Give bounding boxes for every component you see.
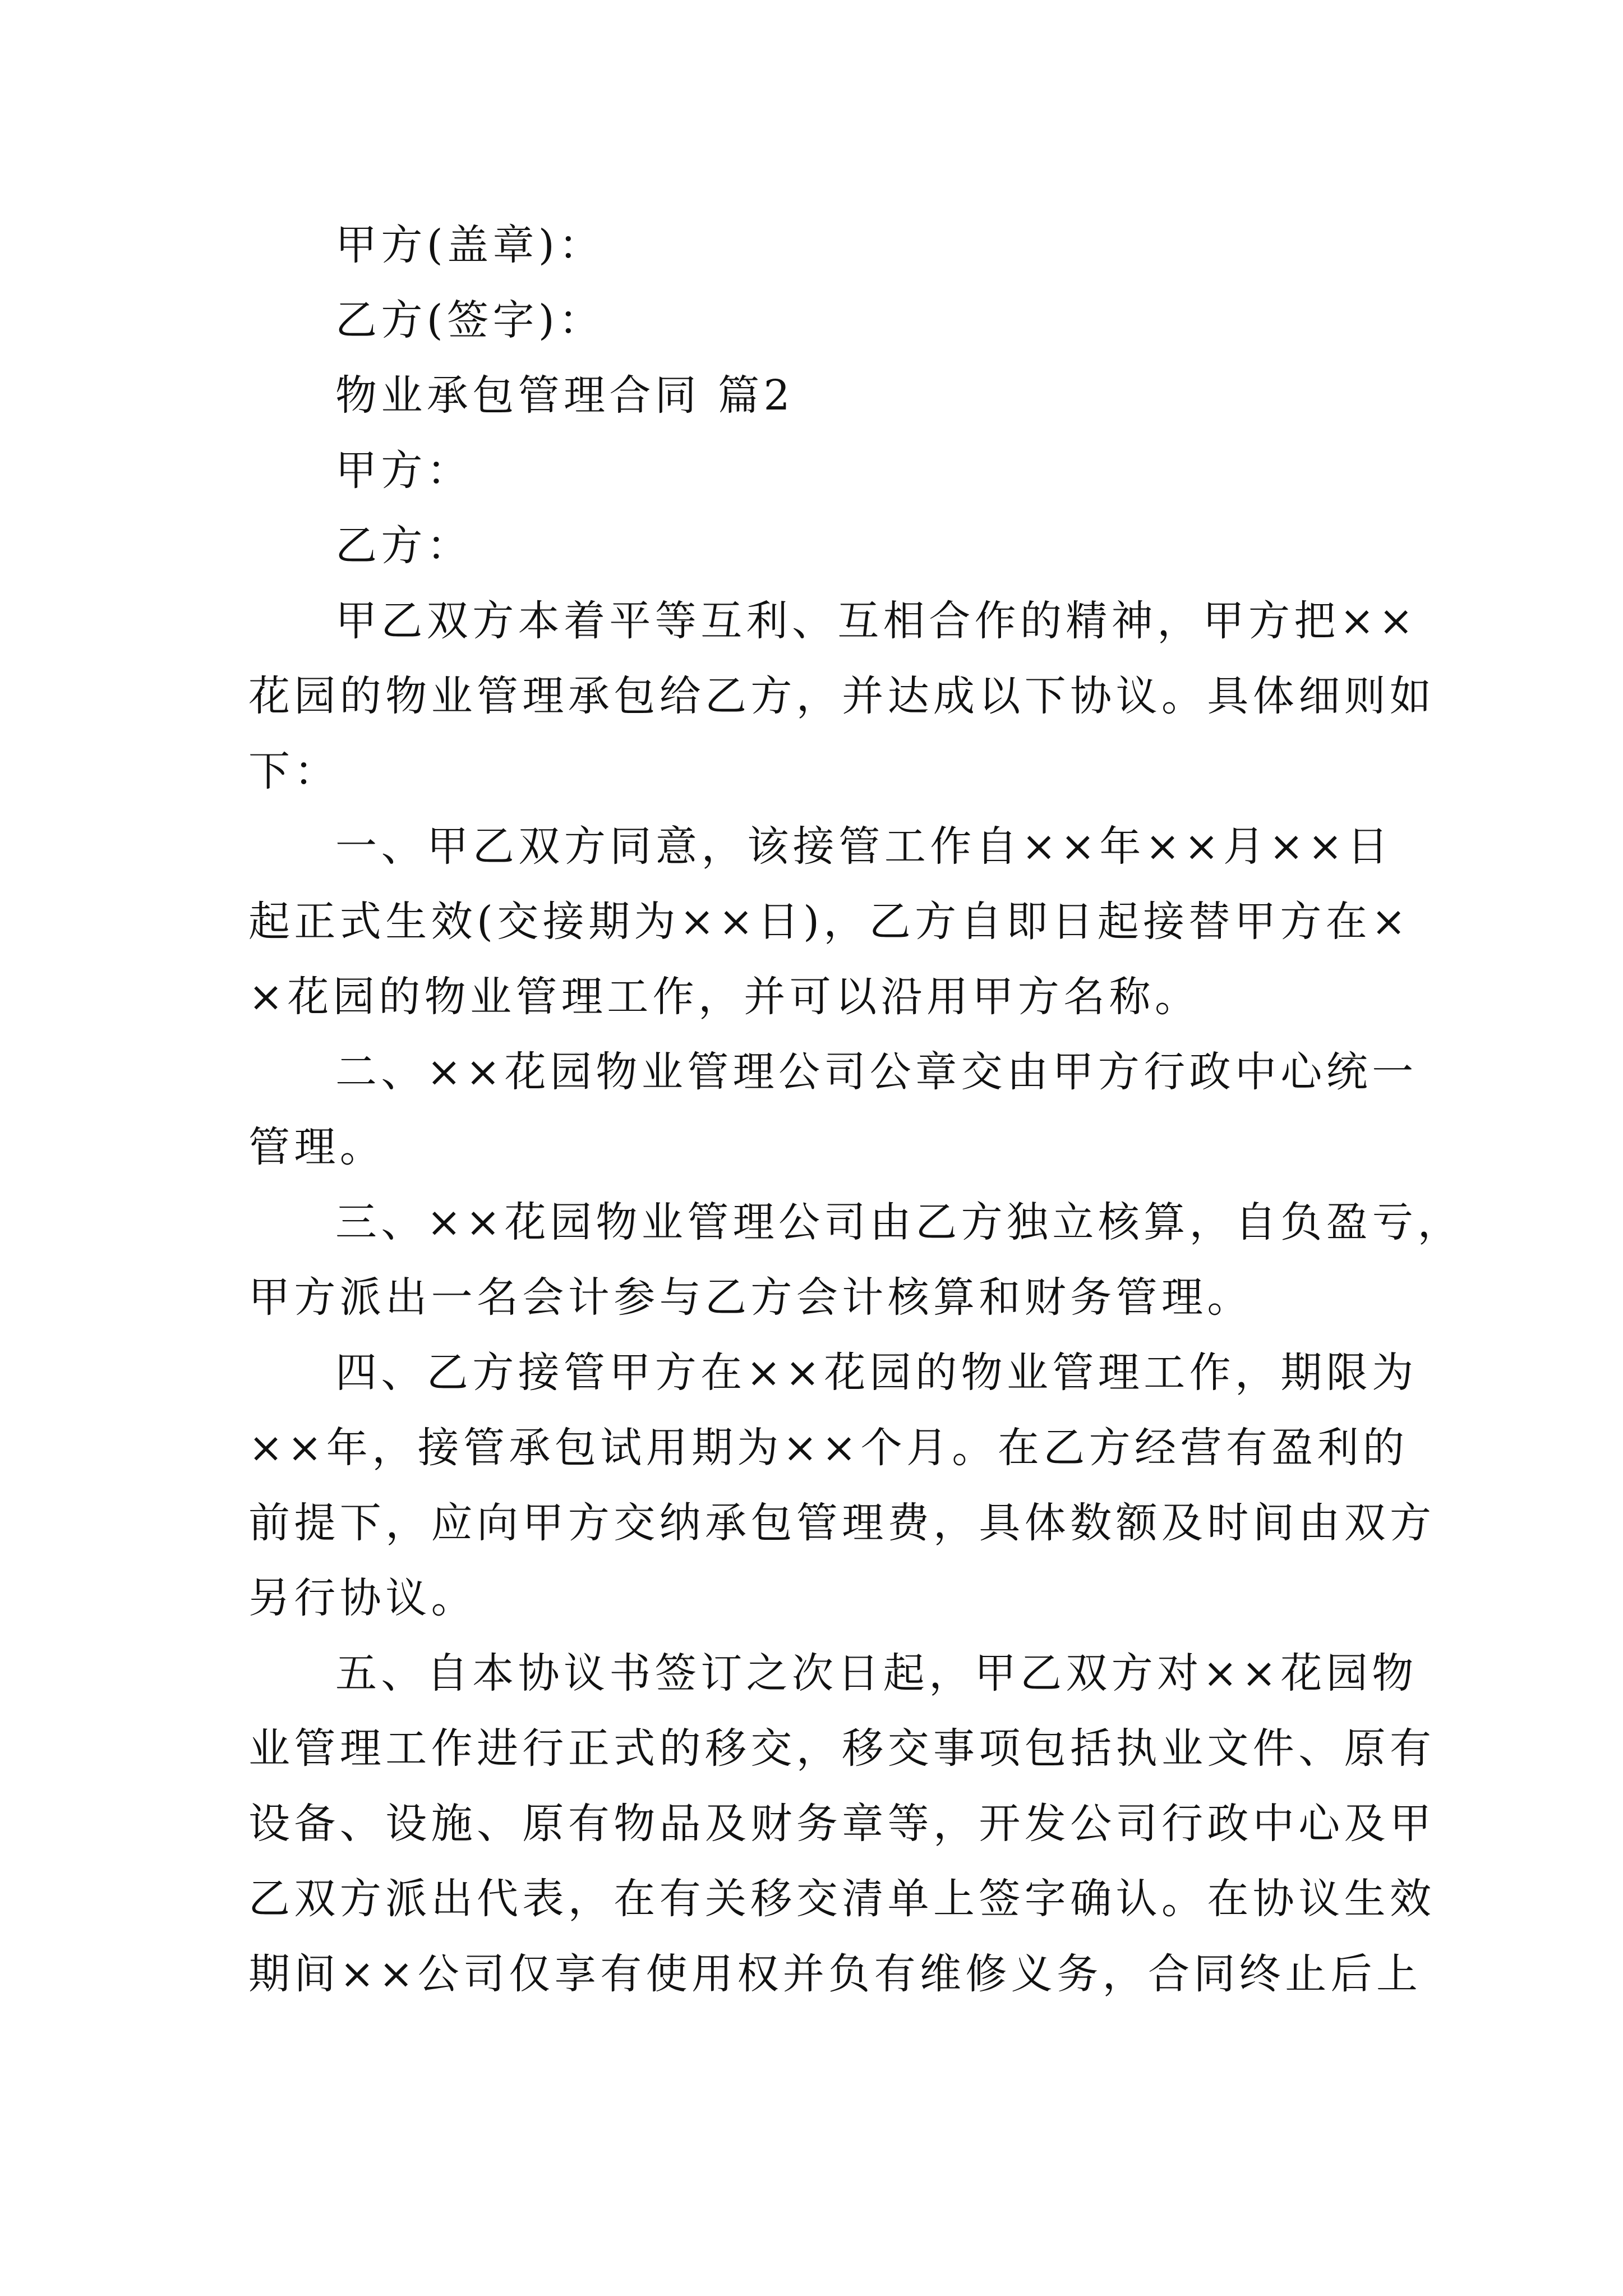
line-text: 期间××公司仅享有使用权并负有维修义务，合同终止后上 bbox=[248, 1950, 1422, 1998]
line-text: 前提下，应向甲方交纳承包管理费，具体数额及时间由双方 bbox=[248, 1499, 1436, 1547]
text-line bbox=[248, 283, 1393, 358]
line-text: 五、自本协议书签订之次日起，甲乙双方对××花园物 bbox=[335, 1649, 1418, 1697]
line-text: 另行协议。 bbox=[248, 1574, 477, 1622]
text-line bbox=[248, 1185, 1464, 1260]
line-text: 三、××花园物业管理公司由乙方独立核算，自负盈亏， bbox=[335, 1198, 1464, 1246]
line-text: 下： bbox=[248, 747, 340, 795]
line-text: 二、××花园物业管理公司公章交由甲方行政中心统一 bbox=[335, 1048, 1418, 1096]
line-text: 物业承包管理合同 篇2 bbox=[335, 371, 795, 420]
text-line bbox=[248, 884, 1410, 959]
line-text: 花园的物业管理承包给乙方，并达成以下协议。具体细则如 bbox=[248, 672, 1436, 720]
text-line bbox=[248, 1786, 1436, 1861]
line-text: 乙双方派出代表，在有关移交清单上签字确认。在协议生效 bbox=[248, 1875, 1436, 1923]
line-text: ××年，接管承包试用期为××个月。在乙方经营有盈利的 bbox=[248, 1424, 1409, 1472]
text-line bbox=[248, 1561, 1393, 1636]
line-text: 乙方： bbox=[335, 522, 473, 570]
section-heading bbox=[248, 358, 1393, 433]
document-body bbox=[248, 208, 1464, 2012]
line-text: 起正式生效(交接期为××日)，乙方自即日起接替甲方在× bbox=[248, 898, 1410, 946]
text-line bbox=[248, 1034, 1418, 1110]
text-line bbox=[248, 208, 1393, 283]
text-line bbox=[248, 959, 1393, 1034]
text-line bbox=[248, 1861, 1436, 1936]
text-line bbox=[248, 1485, 1436, 1561]
line-text: 甲乙双方本着平等互利、互相合作的精神，甲方把×× bbox=[335, 597, 1418, 645]
text-line bbox=[248, 734, 1393, 809]
line-text: 甲方： bbox=[335, 447, 473, 495]
text-line bbox=[248, 1711, 1436, 1786]
text-line bbox=[248, 1260, 1393, 1335]
text-line bbox=[248, 1110, 1393, 1185]
text-line bbox=[248, 433, 1393, 508]
text-line bbox=[248, 1636, 1418, 1711]
line-text: 管理。 bbox=[248, 1123, 386, 1171]
text-line bbox=[248, 1335, 1418, 1410]
text-line bbox=[248, 659, 1436, 734]
text-line bbox=[248, 1936, 1422, 2012]
line-text: 甲方(盖章)： bbox=[335, 221, 605, 269]
line-text: 一、甲乙双方同意，该接管工作自××年××月××日 bbox=[335, 822, 1393, 871]
line-text: 设备、设施、原有物品及财务章等，开发公司行政中心及甲 bbox=[248, 1800, 1436, 1848]
text-line bbox=[248, 809, 1393, 884]
line-text: 业管理工作进行正式的移交，移交事项包括执业文件、原有 bbox=[248, 1724, 1436, 1773]
line-text: ×花园的物业管理工作，并可以沿用甲方名称。 bbox=[248, 973, 1201, 1021]
line-text: 甲方派出一名会计参与乙方会计核算和财务管理。 bbox=[248, 1273, 1253, 1322]
line-text: 四、乙方接管甲方在××花园的物业管理工作，期限为 bbox=[335, 1349, 1418, 1397]
text-line bbox=[248, 583, 1418, 659]
text-line bbox=[248, 508, 1393, 583]
line-text: 乙方(签字)： bbox=[335, 296, 605, 344]
text-line bbox=[248, 1410, 1409, 1485]
